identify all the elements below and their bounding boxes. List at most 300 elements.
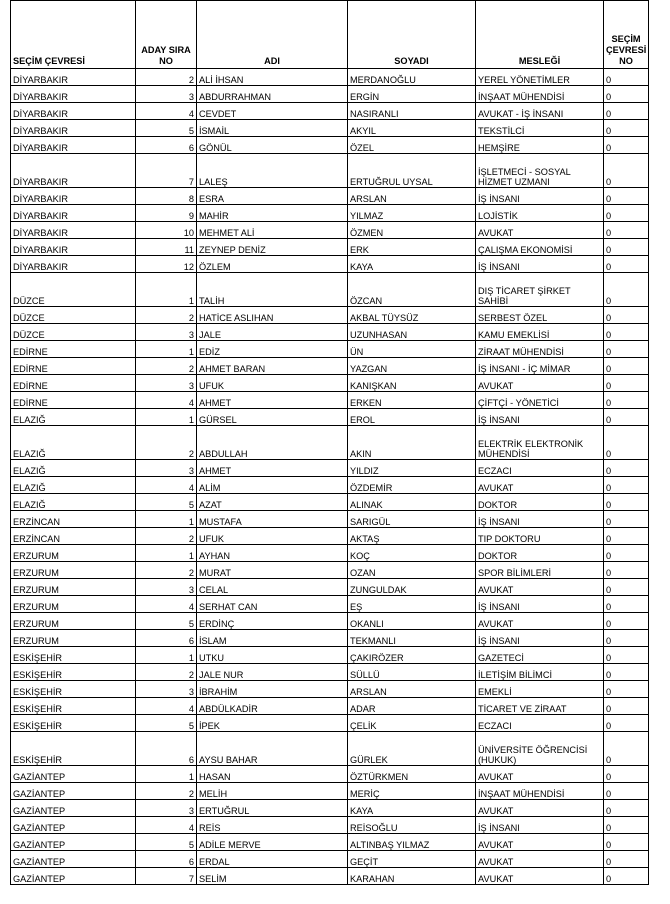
cell-meslegi: İŞLETMECİ - SOSYAL HİZMET UZMANI xyxy=(476,154,604,188)
table-row xyxy=(11,256,649,273)
cell-meslegi: YEREL YÖNETİMLER xyxy=(476,69,604,86)
cell-aday-sira-no: 9 xyxy=(136,205,197,222)
cell-secim-cevresi-no: 0 xyxy=(604,222,649,239)
cell-adi: ABDULLAH xyxy=(197,426,348,460)
cell-secim-cevresi: GAZİANTEP xyxy=(11,800,136,817)
cell-aday-sira-no: 3 xyxy=(136,86,197,103)
cell-secim-cevresi-no: 0 xyxy=(604,69,649,86)
cell-adi: MEHMET ALİ xyxy=(197,222,348,239)
cell-meslegi: ECZACI xyxy=(476,460,604,477)
cell-meslegi: İŞ İNSANI xyxy=(476,511,604,528)
table-row xyxy=(11,358,649,375)
cell-adi: JALE NUR xyxy=(197,664,348,681)
cell-soyadi: AKYIL xyxy=(348,120,476,137)
cell-soyadi: ALINAK xyxy=(348,494,476,511)
table-row xyxy=(11,205,649,222)
cell-secim-cevresi-no: 0 xyxy=(604,188,649,205)
table-row xyxy=(11,273,649,307)
table-row xyxy=(11,613,649,630)
table-row xyxy=(11,834,649,851)
cell-secim-cevresi: DİYARBAKIR xyxy=(11,222,136,239)
cell-aday-sira-no: 5 xyxy=(136,715,197,732)
table-row xyxy=(11,851,649,868)
cell-soyadi: ERK xyxy=(348,239,476,256)
cell-meslegi: ÇİFTÇİ - YÖNETİCİ xyxy=(476,392,604,409)
cell-secim-cevresi-no: 0 xyxy=(604,647,649,664)
cell-aday-sira-no: 6 xyxy=(136,630,197,647)
cell-aday-sira-no: 1 xyxy=(136,409,197,426)
cell-secim-cevresi-no: 0 xyxy=(604,154,649,188)
table-row xyxy=(11,715,649,732)
table-row xyxy=(11,596,649,613)
cell-soyadi: ÜN xyxy=(348,341,476,358)
table-row xyxy=(11,103,649,120)
cell-aday-sira-no: 2 xyxy=(136,426,197,460)
cell-aday-sira-no: 5 xyxy=(136,120,197,137)
cell-secim-cevresi: ELAZIĞ xyxy=(11,426,136,460)
cell-soyadi: ARSLAN xyxy=(348,681,476,698)
cell-adi: ALİM xyxy=(197,477,348,494)
cell-secim-cevresi: DÜZCE xyxy=(11,273,136,307)
cell-adi: UFUK xyxy=(197,528,348,545)
table-row xyxy=(11,528,649,545)
cell-adi: LALEŞ xyxy=(197,154,348,188)
cell-secim-cevresi: EDİRNE xyxy=(11,392,136,409)
cell-soyadi: GÜRLEK xyxy=(348,732,476,766)
cell-meslegi: HEMŞİRE xyxy=(476,137,604,154)
cell-secim-cevresi: ERZURUM xyxy=(11,596,136,613)
cell-soyadi: ADAR xyxy=(348,698,476,715)
cell-secim-cevresi: ESKİŞEHİR xyxy=(11,681,136,698)
cell-secim-cevresi-no: 0 xyxy=(604,596,649,613)
cell-aday-sira-no: 2 xyxy=(136,664,197,681)
cell-aday-sira-no: 8 xyxy=(136,188,197,205)
cell-meslegi: LOJİSTİK xyxy=(476,205,604,222)
table-row xyxy=(11,494,649,511)
table-row xyxy=(11,817,649,834)
cell-soyadi: MERİÇ xyxy=(348,783,476,800)
cell-adi: MURAT xyxy=(197,562,348,579)
cell-adi: ZEYNEP DENİZ xyxy=(197,239,348,256)
cell-secim-cevresi: EDİRNE xyxy=(11,358,136,375)
cell-meslegi: AVUKAT xyxy=(476,800,604,817)
cell-soyadi: AKIN xyxy=(348,426,476,460)
cell-adi: AHMET xyxy=(197,392,348,409)
table-row xyxy=(11,460,649,477)
cell-soyadi: KAYA xyxy=(348,256,476,273)
header-aday-sira-no: ADAY SIRA NO xyxy=(136,1,197,69)
table-row xyxy=(11,154,649,188)
cell-secim-cevresi: ERZİNCAN xyxy=(11,528,136,545)
cell-soyadi: SÜLLÜ xyxy=(348,664,476,681)
cell-secim-cevresi: DİYARBAKIR xyxy=(11,188,136,205)
cell-secim-cevresi: ERZURUM xyxy=(11,613,136,630)
cell-meslegi: DIŞ TİCARET ŞİRKET SAHİBİ xyxy=(476,273,604,307)
cell-secim-cevresi-no: 0 xyxy=(604,256,649,273)
cell-aday-sira-no: 1 xyxy=(136,766,197,783)
cell-aday-sira-no: 3 xyxy=(136,800,197,817)
cell-aday-sira-no: 3 xyxy=(136,579,197,596)
cell-secim-cevresi-no: 0 xyxy=(604,579,649,596)
cell-aday-sira-no: 7 xyxy=(136,154,197,188)
cell-aday-sira-no: 1 xyxy=(136,511,197,528)
header-row xyxy=(11,1,649,69)
cell-meslegi: AVUKAT xyxy=(476,851,604,868)
cell-soyadi: ÇELİK xyxy=(348,715,476,732)
cell-soyadi: EROL xyxy=(348,409,476,426)
cell-secim-cevresi: DİYARBAKIR xyxy=(11,103,136,120)
cell-meslegi: EMEKLİ xyxy=(476,681,604,698)
cell-secim-cevresi-no: 0 xyxy=(604,834,649,851)
cell-meslegi: İŞ İNSANI xyxy=(476,817,604,834)
cell-adi: CELAL xyxy=(197,579,348,596)
table-row xyxy=(11,69,649,86)
cell-adi: ESRA xyxy=(197,188,348,205)
cell-soyadi: EŞ xyxy=(348,596,476,613)
cell-adi: MELİH xyxy=(197,783,348,800)
cell-secim-cevresi: ELAZIĞ xyxy=(11,460,136,477)
cell-aday-sira-no: 1 xyxy=(136,545,197,562)
cell-aday-sira-no: 2 xyxy=(136,69,197,86)
cell-secim-cevresi: ESKİŞEHİR xyxy=(11,715,136,732)
cell-adi: AZAT xyxy=(197,494,348,511)
cell-adi: AHMET xyxy=(197,460,348,477)
cell-meslegi: AVUKAT xyxy=(476,579,604,596)
cell-meslegi: İŞ İNSANI xyxy=(476,188,604,205)
cell-secim-cevresi-no: 0 xyxy=(604,783,649,800)
cell-aday-sira-no: 2 xyxy=(136,307,197,324)
cell-meslegi: AVUKAT xyxy=(476,834,604,851)
cell-adi: ERTUĞRUL xyxy=(197,800,348,817)
cell-secim-cevresi-no: 0 xyxy=(604,715,649,732)
cell-soyadi: OKANLI xyxy=(348,613,476,630)
cell-soyadi: GEÇİT xyxy=(348,851,476,868)
cell-meslegi: İŞ İNSANI xyxy=(476,256,604,273)
cell-meslegi: ECZACI xyxy=(476,715,604,732)
table-row xyxy=(11,120,649,137)
cell-secim-cevresi: EDİRNE xyxy=(11,341,136,358)
header-soyadi: SOYADI xyxy=(348,1,476,69)
cell-secim-cevresi: DÜZCE xyxy=(11,324,136,341)
cell-soyadi: UZUNHASAN xyxy=(348,324,476,341)
cell-soyadi: ARSLAN xyxy=(348,188,476,205)
cell-meslegi: DOKTOR xyxy=(476,494,604,511)
cell-soyadi: AKTAŞ xyxy=(348,528,476,545)
cell-aday-sira-no: 1 xyxy=(136,647,197,664)
cell-secim-cevresi-no: 0 xyxy=(604,817,649,834)
cell-secim-cevresi-no: 0 xyxy=(604,120,649,137)
cell-adi: HASAN xyxy=(197,766,348,783)
cell-soyadi: KOÇ xyxy=(348,545,476,562)
cell-meslegi: AVUKAT xyxy=(476,868,604,885)
cell-meslegi: ÜNİVERSİTE ÖĞRENCİSİ (HUKUK) xyxy=(476,732,604,766)
cell-secim-cevresi: ERZURUM xyxy=(11,579,136,596)
cell-soyadi: YILMAZ xyxy=(348,205,476,222)
cell-adi: JALE xyxy=(197,324,348,341)
cell-adi: İSMAİL xyxy=(197,120,348,137)
table-row xyxy=(11,545,649,562)
cell-soyadi: ÖZTÜRKMEN xyxy=(348,766,476,783)
cell-soyadi: YILDIZ xyxy=(348,460,476,477)
table-row xyxy=(11,426,649,460)
cell-aday-sira-no: 2 xyxy=(136,562,197,579)
header-secim-cevresi-no: SEÇİM ÇEVRESİ NO xyxy=(604,1,649,69)
cell-secim-cevresi-no: 0 xyxy=(604,528,649,545)
cell-meslegi: GAZETECİ xyxy=(476,647,604,664)
cell-soyadi: NASIRANLI xyxy=(348,103,476,120)
cell-secim-cevresi: ERZURUM xyxy=(11,545,136,562)
cell-meslegi: İLETİŞİM BİLİMCİ xyxy=(476,664,604,681)
cell-soyadi: ÖZDEMİR xyxy=(348,477,476,494)
cell-secim-cevresi-no: 0 xyxy=(604,137,649,154)
cell-secim-cevresi: DİYARBAKIR xyxy=(11,86,136,103)
cell-secim-cevresi-no: 0 xyxy=(604,630,649,647)
cell-secim-cevresi: DİYARBAKIR xyxy=(11,137,136,154)
cell-adi: REİS xyxy=(197,817,348,834)
cell-meslegi: ZİRAAT MÜHENDİSİ xyxy=(476,341,604,358)
cell-soyadi: KAYA xyxy=(348,800,476,817)
cell-soyadi: KANIŞKAN xyxy=(348,375,476,392)
cell-adi: İBRAHİM xyxy=(197,681,348,698)
table-row xyxy=(11,562,649,579)
cell-soyadi: TEKMANLI xyxy=(348,630,476,647)
cell-adi: GÜRSEL xyxy=(197,409,348,426)
cell-soyadi: AKBAL TÜYSÜZ xyxy=(348,307,476,324)
table-row xyxy=(11,239,649,256)
cell-aday-sira-no: 6 xyxy=(136,851,197,868)
cell-aday-sira-no: 4 xyxy=(136,103,197,120)
cell-adi: MAHİR xyxy=(197,205,348,222)
cell-adi: ALİ İHSAN xyxy=(197,69,348,86)
cell-aday-sira-no: 12 xyxy=(136,256,197,273)
cell-adi: GÖNÜL xyxy=(197,137,348,154)
cell-secim-cevresi: GAZİANTEP xyxy=(11,834,136,851)
cell-soyadi: ÖZEL xyxy=(348,137,476,154)
cell-soyadi: MERDANOĞLU xyxy=(348,69,476,86)
cell-aday-sira-no: 4 xyxy=(136,477,197,494)
cell-adi: TALİH xyxy=(197,273,348,307)
cell-soyadi: REİSOĞLU xyxy=(348,817,476,834)
cell-secim-cevresi: ESKİŞEHİR xyxy=(11,698,136,715)
cell-secim-cevresi-no: 0 xyxy=(604,341,649,358)
cell-meslegi: İŞ İNSANI xyxy=(476,596,604,613)
cell-secim-cevresi-no: 0 xyxy=(604,307,649,324)
cell-secim-cevresi: DİYARBAKIR xyxy=(11,205,136,222)
cell-secim-cevresi-no: 0 xyxy=(604,613,649,630)
cell-aday-sira-no: 5 xyxy=(136,613,197,630)
cell-secim-cevresi-no: 0 xyxy=(604,86,649,103)
cell-adi: SELİM xyxy=(197,868,348,885)
cell-secim-cevresi: ERZİNCAN xyxy=(11,511,136,528)
cell-meslegi: ELEKTRİK ELEKTRONİK MÜHENDİSİ xyxy=(476,426,604,460)
table-row xyxy=(11,681,649,698)
table-row xyxy=(11,579,649,596)
cell-meslegi: TİCARET VE ZİRAAT xyxy=(476,698,604,715)
cell-adi: CEVDET xyxy=(197,103,348,120)
table-row xyxy=(11,137,649,154)
cell-meslegi: ÇALIŞMA EKONOMİSİ xyxy=(476,239,604,256)
cell-secim-cevresi-no: 0 xyxy=(604,868,649,885)
cell-secim-cevresi-no: 0 xyxy=(604,664,649,681)
cell-secim-cevresi-no: 0 xyxy=(604,273,649,307)
table-row xyxy=(11,783,649,800)
table-row xyxy=(11,222,649,239)
cell-aday-sira-no: 3 xyxy=(136,681,197,698)
cell-secim-cevresi-no: 0 xyxy=(604,409,649,426)
cell-adi: ÖZLEM xyxy=(197,256,348,273)
cell-adi: ERDAL xyxy=(197,851,348,868)
cell-aday-sira-no: 3 xyxy=(136,375,197,392)
cell-secim-cevresi: ERZURUM xyxy=(11,562,136,579)
header-adi: ADI xyxy=(197,1,348,69)
cell-adi: AYSU BAHAR xyxy=(197,732,348,766)
cell-meslegi: KAMU EMEKLİSİ xyxy=(476,324,604,341)
cell-meslegi: AVUKAT - İŞ İNSANI xyxy=(476,103,604,120)
table-row xyxy=(11,341,649,358)
cell-secim-cevresi: GAZİANTEP xyxy=(11,766,136,783)
cell-secim-cevresi: ESKİŞEHİR xyxy=(11,664,136,681)
table-row xyxy=(11,800,649,817)
cell-secim-cevresi: ELAZIĞ xyxy=(11,494,136,511)
table-row xyxy=(11,375,649,392)
cell-adi: ADİLE MERVE xyxy=(197,834,348,851)
cell-secim-cevresi: DİYARBAKIR xyxy=(11,256,136,273)
cell-secim-cevresi-no: 0 xyxy=(604,800,649,817)
cell-secim-cevresi-no: 0 xyxy=(604,494,649,511)
cell-aday-sira-no: 3 xyxy=(136,324,197,341)
cell-secim-cevresi: ESKİŞEHİR xyxy=(11,732,136,766)
table-row xyxy=(11,647,649,664)
cell-secim-cevresi: GAZİANTEP xyxy=(11,868,136,885)
cell-soyadi: ZUNGULDAK xyxy=(348,579,476,596)
cell-aday-sira-no: 1 xyxy=(136,341,197,358)
cell-soyadi: ERGİN xyxy=(348,86,476,103)
cell-secim-cevresi-no: 0 xyxy=(604,681,649,698)
cell-secim-cevresi-no: 0 xyxy=(604,545,649,562)
cell-secim-cevresi: GAZİANTEP xyxy=(11,817,136,834)
cell-secim-cevresi: ERZURUM xyxy=(11,630,136,647)
cell-soyadi: ÇAKIRÖZER xyxy=(348,647,476,664)
cell-secim-cevresi-no: 0 xyxy=(604,562,649,579)
cell-aday-sira-no: 2 xyxy=(136,358,197,375)
table-row xyxy=(11,392,649,409)
cell-meslegi: İNŞAAT MÜHENDİSİ xyxy=(476,86,604,103)
cell-meslegi: AVUKAT xyxy=(476,766,604,783)
cell-aday-sira-no: 4 xyxy=(136,817,197,834)
cell-aday-sira-no: 6 xyxy=(136,732,197,766)
cell-aday-sira-no: 11 xyxy=(136,239,197,256)
cell-soyadi: YAZGAN xyxy=(348,358,476,375)
cell-soyadi: OZAN xyxy=(348,562,476,579)
cell-meslegi: İŞ İNSANI xyxy=(476,630,604,647)
cell-secim-cevresi: ESKİŞEHİR xyxy=(11,647,136,664)
candidate-table xyxy=(10,0,649,885)
cell-secim-cevresi: ELAZIĞ xyxy=(11,477,136,494)
cell-adi: SERHAT CAN xyxy=(197,596,348,613)
cell-meslegi: AVUKAT xyxy=(476,613,604,630)
cell-secim-cevresi: GAZİANTEP xyxy=(11,783,136,800)
cell-adi: İPEK xyxy=(197,715,348,732)
cell-meslegi: TEKSTİLCİ xyxy=(476,120,604,137)
cell-soyadi: ÖZCAN xyxy=(348,273,476,307)
cell-secim-cevresi-no: 0 xyxy=(604,477,649,494)
cell-meslegi: İNŞAAT MÜHENDİSİ xyxy=(476,783,604,800)
cell-secim-cevresi-no: 0 xyxy=(604,375,649,392)
cell-aday-sira-no: 6 xyxy=(136,137,197,154)
cell-adi: HATİCE ASLIHAN xyxy=(197,307,348,324)
cell-secim-cevresi-no: 0 xyxy=(604,460,649,477)
cell-secim-cevresi: DÜZCE xyxy=(11,307,136,324)
table-row xyxy=(11,868,649,885)
table-row xyxy=(11,630,649,647)
cell-soyadi: ERTUĞRUL UYSAL xyxy=(348,154,476,188)
header-meslegi: MESLEĞİ xyxy=(476,1,604,69)
table-row xyxy=(11,511,649,528)
cell-soyadi: ÖZMEN xyxy=(348,222,476,239)
cell-secim-cevresi: DİYARBAKIR xyxy=(11,154,136,188)
cell-meslegi: İŞ İNSANI xyxy=(476,409,604,426)
cell-soyadi: SARIGÜL xyxy=(348,511,476,528)
cell-secim-cevresi-no: 0 xyxy=(604,851,649,868)
cell-secim-cevresi: DİYARBAKIR xyxy=(11,69,136,86)
cell-meslegi: SPOR BİLİMLERİ xyxy=(476,562,604,579)
cell-adi: UFUK xyxy=(197,375,348,392)
table-row xyxy=(11,766,649,783)
cell-adi: EDİZ xyxy=(197,341,348,358)
cell-adi: UTKU xyxy=(197,647,348,664)
cell-adi: MUSTAFA xyxy=(197,511,348,528)
cell-aday-sira-no: 3 xyxy=(136,460,197,477)
cell-secim-cevresi: EDİRNE xyxy=(11,375,136,392)
cell-aday-sira-no: 4 xyxy=(136,392,197,409)
cell-aday-sira-no: 2 xyxy=(136,528,197,545)
cell-aday-sira-no: 4 xyxy=(136,698,197,715)
cell-adi: AHMET BARAN xyxy=(197,358,348,375)
cell-secim-cevresi-no: 0 xyxy=(604,239,649,256)
cell-secim-cevresi: ELAZIĞ xyxy=(11,409,136,426)
cell-secim-cevresi-no: 0 xyxy=(604,766,649,783)
table-row xyxy=(11,664,649,681)
table-row xyxy=(11,324,649,341)
table-row xyxy=(11,86,649,103)
table-row xyxy=(11,698,649,715)
cell-secim-cevresi-no: 0 xyxy=(604,324,649,341)
cell-secim-cevresi-no: 0 xyxy=(604,732,649,766)
cell-secim-cevresi-no: 0 xyxy=(604,511,649,528)
cell-adi: ABDURRAHMAN xyxy=(197,86,348,103)
table-row xyxy=(11,732,649,766)
cell-meslegi: SERBEST ÖZEL xyxy=(476,307,604,324)
cell-meslegi: AVUKAT xyxy=(476,375,604,392)
cell-secim-cevresi-no: 0 xyxy=(604,358,649,375)
cell-secim-cevresi: DİYARBAKIR xyxy=(11,239,136,256)
cell-adi: ERDİNÇ xyxy=(197,613,348,630)
cell-meslegi: İŞ İNSANI - İÇ MİMAR xyxy=(476,358,604,375)
cell-secim-cevresi-no: 0 xyxy=(604,426,649,460)
cell-secim-cevresi: DİYARBAKIR xyxy=(11,120,136,137)
cell-secim-cevresi-no: 0 xyxy=(604,392,649,409)
cell-aday-sira-no: 7 xyxy=(136,868,197,885)
cell-aday-sira-no: 4 xyxy=(136,596,197,613)
table-row xyxy=(11,409,649,426)
header-secim-cevresi: SEÇİM ÇEVRESİ xyxy=(11,1,136,69)
cell-secim-cevresi-no: 0 xyxy=(604,698,649,715)
cell-soyadi: ERKEN xyxy=(348,392,476,409)
table-row xyxy=(11,307,649,324)
cell-meslegi: DOKTOR xyxy=(476,545,604,562)
table-row xyxy=(11,477,649,494)
cell-adi: ABDÜLKADİR xyxy=(197,698,348,715)
